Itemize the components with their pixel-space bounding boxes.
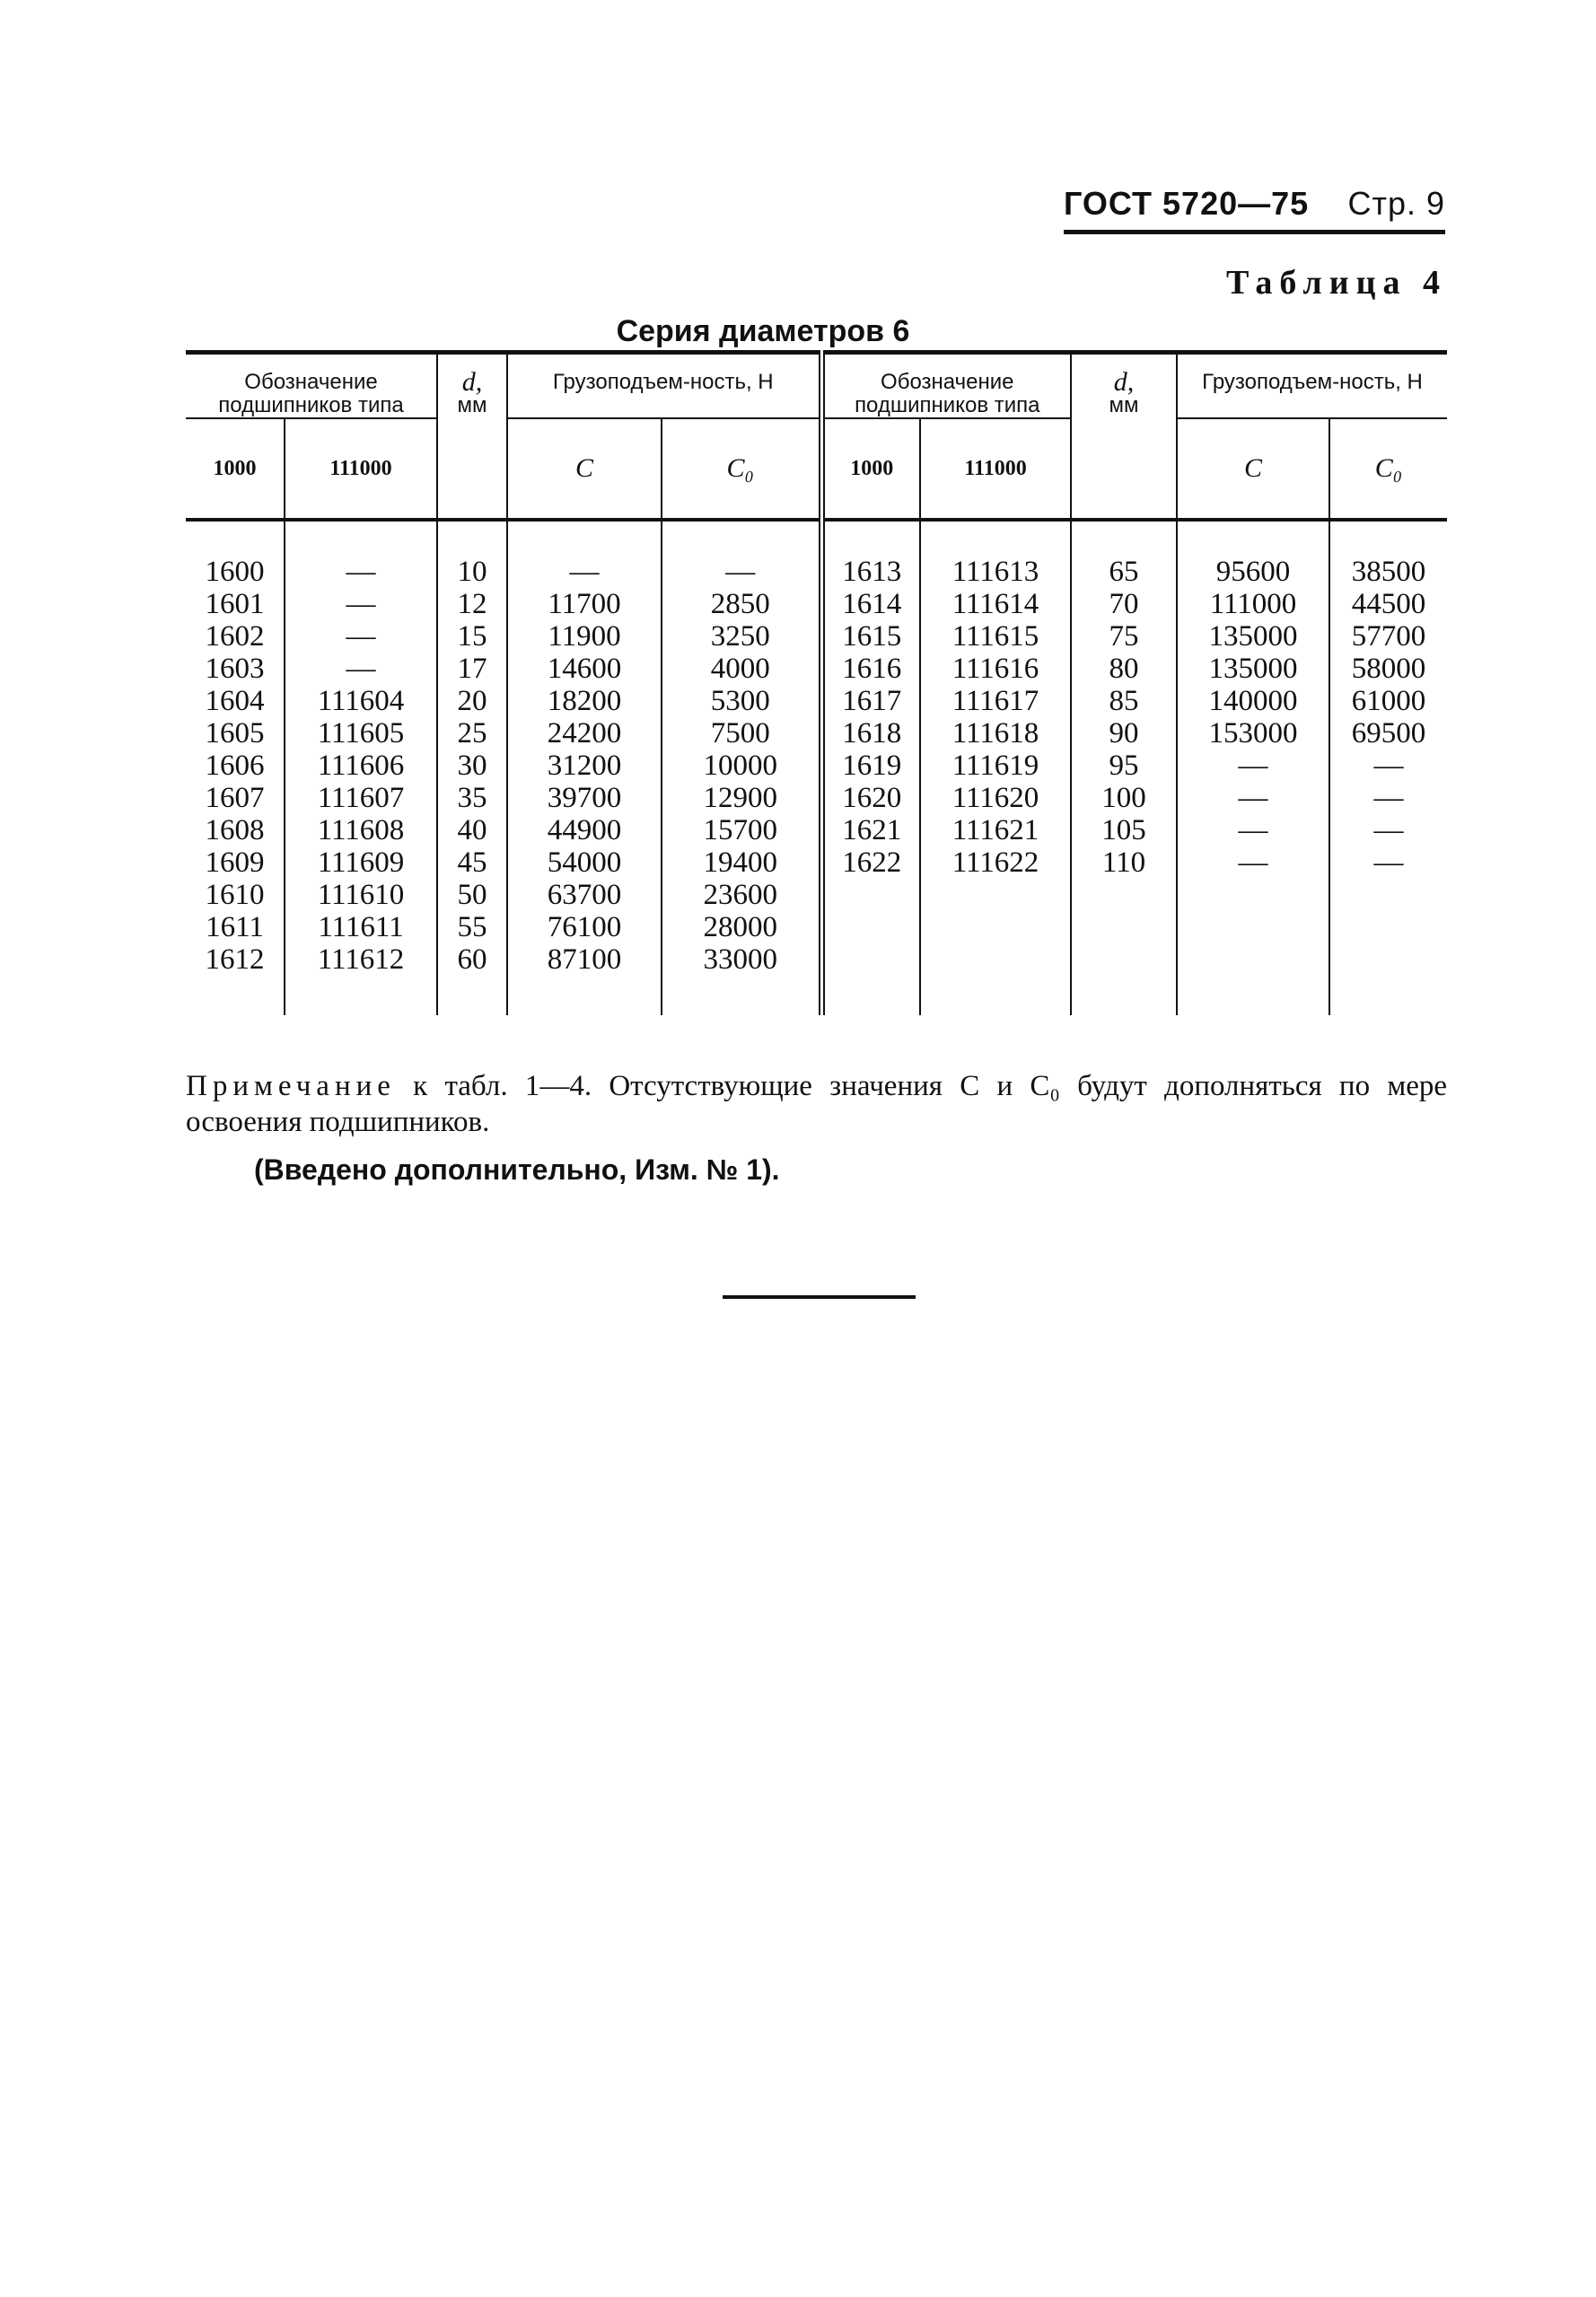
- c0-header: C₀: [1329, 418, 1447, 520]
- cell-d: 60: [437, 943, 507, 976]
- cell-c: 135000: [1177, 653, 1329, 685]
- cell-c: 76100: [507, 911, 662, 943]
- cell-c: [1177, 911, 1329, 943]
- cell-d: 80: [1071, 653, 1177, 685]
- cell-t111000: 111609: [285, 846, 437, 879]
- cell-d: 30: [437, 750, 507, 782]
- cell-t111000: [920, 943, 1071, 976]
- cell-d: 55: [437, 911, 507, 943]
- cell-t1000: 1610: [205, 879, 265, 911]
- cell-t111000: —: [285, 620, 437, 653]
- cell-c: 54000: [507, 846, 662, 879]
- cell-c: 111000: [1177, 588, 1329, 620]
- table-row: [186, 556, 1447, 588]
- cell-t1000: 1618: [821, 717, 920, 750]
- d-label: d,: [461, 367, 483, 397]
- cell-t111000: 111610: [285, 879, 437, 911]
- cell-c: —: [507, 556, 662, 588]
- cell-c0: 5300: [662, 685, 821, 717]
- cell-t1000: 1601: [205, 588, 265, 620]
- cell-t111000: 111620: [920, 782, 1071, 814]
- table-row: [186, 620, 1447, 653]
- cell-c: 18200: [507, 685, 662, 717]
- cell-c0: —: [1329, 750, 1447, 782]
- cell-d: 12: [437, 588, 507, 620]
- cell-t111000: —: [285, 588, 437, 620]
- table-row: [186, 685, 1447, 717]
- cell-d: [1071, 879, 1177, 911]
- page-header: [1064, 185, 1445, 234]
- cell-t111000: —: [285, 653, 437, 685]
- cell-d: 95: [1071, 750, 1177, 782]
- d-header-right: [1071, 353, 1177, 521]
- cell-d: 110: [1071, 846, 1177, 879]
- table-row: [186, 717, 1447, 750]
- cell-c0: —: [662, 556, 821, 588]
- cell-c0: [1329, 879, 1447, 911]
- cell-c0: 12900: [662, 782, 821, 814]
- capacity-header-left: Грузоподъем-ность, Н: [507, 353, 821, 419]
- cell-c: [1177, 879, 1329, 911]
- cell-t111000: 111607: [285, 782, 437, 814]
- cell-t111000: 111613: [920, 556, 1071, 588]
- cell-c: 24200: [507, 717, 662, 750]
- cell-t1000: 1605: [205, 717, 265, 750]
- d-unit: мм: [1109, 393, 1139, 417]
- cell-t1000: 1616: [821, 653, 920, 685]
- cell-d: 85: [1071, 685, 1177, 717]
- cell-t111000: 111616: [920, 653, 1071, 685]
- cell-t1000: 1617: [821, 685, 920, 717]
- c-header: C: [507, 418, 662, 520]
- cell-c: 44900: [507, 814, 662, 846]
- cell-c0: 58000: [1329, 653, 1447, 685]
- cell-t111000: 111618: [920, 717, 1071, 750]
- cell-t1000: 1603: [205, 653, 265, 685]
- type-111000-header: 111000: [285, 418, 437, 520]
- cell-c0: 57700: [1329, 620, 1447, 653]
- cell-t111000: 111615: [920, 620, 1071, 653]
- cell-d: 35: [437, 782, 507, 814]
- cell-c0: 4000: [662, 653, 821, 685]
- cell-c: 11700: [507, 588, 662, 620]
- cell-c0: —: [1329, 846, 1447, 879]
- series-title: Серия диаметров 6: [616, 314, 910, 348]
- page-number: Стр. 9: [1347, 185, 1445, 222]
- cell-t1000: 1604: [205, 685, 265, 717]
- d-header-left: [437, 353, 507, 521]
- cell-t1000: [821, 943, 920, 976]
- cell-c: 135000: [1177, 620, 1329, 653]
- type-1000-header: 1000: [821, 418, 920, 520]
- type-1000-header: 1000: [186, 418, 285, 520]
- cell-c0: 38500: [1329, 556, 1447, 588]
- designation-header-right: Обозначение подшипников типа: [821, 353, 1071, 419]
- cell-t1000: [821, 879, 920, 911]
- c0-header: C₀: [662, 418, 821, 520]
- table-row: [186, 846, 1447, 879]
- cell-t1000: 1612: [205, 943, 265, 976]
- cell-c: —: [1177, 846, 1329, 879]
- cell-t1000: 1614: [821, 588, 920, 620]
- cell-c0: 33000: [662, 943, 821, 976]
- cell-t111000: 111614: [920, 588, 1071, 620]
- cell-d: 75: [1071, 620, 1177, 653]
- table-row: [186, 588, 1447, 620]
- cell-c: 31200: [507, 750, 662, 782]
- cell-d: 50: [437, 879, 507, 911]
- cell-c: [1177, 943, 1329, 976]
- cell-c0: 15700: [662, 814, 821, 846]
- cell-d: 70: [1071, 588, 1177, 620]
- cell-t111000: 111612: [285, 943, 437, 976]
- cell-c: 95600: [1177, 556, 1329, 588]
- cell-d: 100: [1071, 782, 1177, 814]
- cell-c0: 19400: [662, 846, 821, 879]
- cell-t111000: 111606: [285, 750, 437, 782]
- cell-t1000: 1606: [205, 750, 265, 782]
- c-header: C: [1177, 418, 1329, 520]
- cell-d: 17: [437, 653, 507, 685]
- cell-t1000: 1619: [821, 750, 920, 782]
- cell-c: 140000: [1177, 685, 1329, 717]
- cell-c0: 2850: [662, 588, 821, 620]
- bearing-table: [186, 350, 1447, 1015]
- cell-c: —: [1177, 814, 1329, 846]
- standard-number: ГОСТ 5720—75: [1064, 185, 1310, 222]
- cell-c0: [1329, 911, 1447, 943]
- cell-c0: [1329, 943, 1447, 976]
- cell-d: 105: [1071, 814, 1177, 846]
- table-row: [186, 814, 1447, 846]
- table-row: [186, 782, 1447, 814]
- cell-c0: 10000: [662, 750, 821, 782]
- cell-t1000: 1620: [821, 782, 920, 814]
- cell-t1000: 1602: [205, 620, 265, 653]
- cell-t111000: 111604: [285, 685, 437, 717]
- cell-t111000: [920, 879, 1071, 911]
- cell-t1000: 1609: [205, 846, 265, 879]
- cell-t111000: 111605: [285, 717, 437, 750]
- cell-c0: 44500: [1329, 588, 1447, 620]
- capacity-header-right: Грузоподъем-ность, Н: [1177, 353, 1447, 419]
- cell-d: 20: [437, 685, 507, 717]
- cell-t111000: 111622: [920, 846, 1071, 879]
- cell-c: 87100: [507, 943, 662, 976]
- cell-c0: 23600: [662, 879, 821, 911]
- table-row: [186, 911, 1447, 943]
- cell-t1000: 1607: [205, 782, 265, 814]
- cell-d: 65: [1071, 556, 1177, 588]
- cell-d: 25: [437, 717, 507, 750]
- cell-t111000: 111621: [920, 814, 1071, 846]
- table-row: [186, 750, 1447, 782]
- table-note: [186, 1068, 1447, 1140]
- cell-c: 63700: [507, 879, 662, 911]
- note-label: Примечание: [186, 1070, 396, 1102]
- cell-c: 39700: [507, 782, 662, 814]
- cell-t1000: 1622: [821, 846, 920, 879]
- cell-t1000: 1613: [821, 556, 920, 588]
- cell-t1000: 1621: [821, 814, 920, 846]
- cell-c0: 61000: [1329, 685, 1447, 717]
- cell-t1000: 1611: [206, 911, 264, 943]
- cell-c: —: [1177, 782, 1329, 814]
- table-label: Таблица 4: [1225, 264, 1447, 302]
- cell-c: 153000: [1177, 717, 1329, 750]
- cell-t1000: 1615: [821, 620, 920, 653]
- cell-t1000: 1600: [205, 556, 265, 588]
- cell-d: 40: [437, 814, 507, 846]
- cell-c0: —: [1329, 814, 1447, 846]
- cell-c0: 7500: [662, 717, 821, 750]
- cell-c0: 3250: [662, 620, 821, 653]
- cell-t111000: 111608: [285, 814, 437, 846]
- cell-t111000: 111617: [920, 685, 1071, 717]
- cell-d: [1071, 943, 1177, 976]
- note-text: к табл. 1—4. Отсутствующие значения C и C₀ будут дополняться по мере освоения подшипников.: [186, 1070, 1447, 1138]
- end-divider: [723, 1295, 916, 1299]
- cell-t1000: 1608: [205, 814, 265, 846]
- cell-d: 90: [1071, 717, 1177, 750]
- table-row: [186, 943, 1447, 976]
- table-row: [186, 653, 1447, 685]
- cell-c0: 28000: [662, 911, 821, 943]
- cell-d: 45: [437, 846, 507, 879]
- cell-c0: —: [1329, 782, 1447, 814]
- amendment-note: (Введено дополнительно, Изм. № 1).: [254, 1153, 780, 1186]
- cell-t111000: —: [285, 556, 437, 588]
- cell-d: 10: [437, 556, 507, 588]
- cell-d: 15: [437, 620, 507, 653]
- cell-t111000: 111619: [920, 750, 1071, 782]
- designation-header-left: Обозначение подшипников типа: [186, 353, 437, 419]
- cell-c: 11900: [507, 620, 662, 653]
- cell-t111000: [920, 911, 1071, 943]
- cell-c: —: [1177, 750, 1329, 782]
- cell-c: 14600: [507, 653, 662, 685]
- d-label: d,: [1113, 367, 1135, 397]
- cell-c0: 69500: [1329, 717, 1447, 750]
- d-unit: мм: [457, 393, 487, 417]
- type-111000-header: 111000: [920, 418, 1071, 520]
- cell-t111000: 111611: [285, 911, 437, 943]
- cell-d: [1071, 911, 1177, 943]
- cell-t1000: [821, 911, 920, 943]
- table-row: [186, 879, 1447, 911]
